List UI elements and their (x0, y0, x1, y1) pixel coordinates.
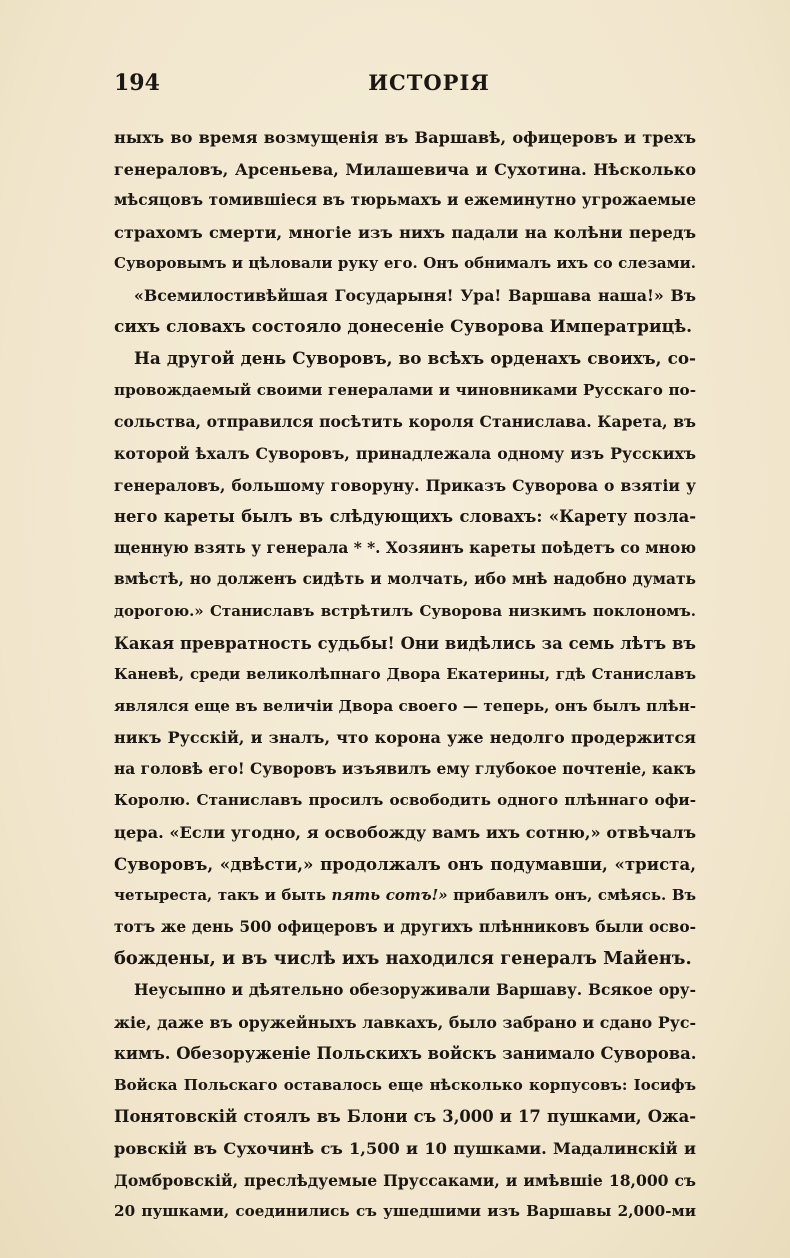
text-line: Королю. Станиславъ просилъ освободить одного плѣннаго офи- (114, 791, 696, 810)
text-line: цера. «Если угодно, я освобожду вамъ ихъ сотню,» отвѣчалъ (114, 823, 696, 843)
text-line: на головѣ его! Суворовъ изъявилъ ему глубокое почтеніе, какъ (114, 759, 696, 778)
page-header (114, 70, 694, 104)
italic-phrase: пять сотъ!» (331, 886, 448, 905)
text-line: На другой день Суворовъ, во всѣхъ орденахъ своихъ, со- (134, 348, 696, 369)
text-line: Каневѣ, среди великолѣпнаго Двора Екатерины, гдѣ Станиславъ (114, 665, 696, 684)
text-line: Неусыпно и дѣятельно обезоруживали Варшаву. Всякое ору- (134, 981, 696, 1000)
text-line: страхомъ смерти, многіе изъ нихъ падали на колѣни передъ (114, 222, 696, 242)
text-line: Войска Польскаго оставалось еще нѣсколько корпусовъ: Іосифъ (114, 1075, 696, 1094)
text-line: дорогою.» Станиславъ встрѣтилъ Суворова низкимъ поклономъ. (114, 601, 696, 620)
text-line: кимъ. Обезоруженіе Польскихъ войскъ занимало Суворова. (114, 1044, 696, 1064)
text-line: генераловъ, Арсеньева, Милашевича и Сухотина. Нѣсколько (114, 159, 696, 179)
text-line: вмѣстѣ, но долженъ сидѣть и молчать, ибо мнѣ надобно думать (114, 570, 696, 589)
running-title: ИСТОРІЯ (368, 70, 490, 95)
text-line: жіе, даже въ оружейныхъ лавкахъ, было забрано и сдано Рус- (114, 1012, 696, 1032)
text-line: сихъ словахъ состояло донесеніе Суворова Императрицѣ. (114, 316, 693, 337)
text-line: тотъ же день 500 офицеровъ и другихъ плѣнниковъ были осво- (114, 917, 696, 936)
text-line: Какая превратность судьбы! Они видѣлись за семь лѣтъ въ (114, 633, 696, 653)
text-line: Понятовскій стоялъ въ Блони съ 3,000 и 17 пушками, Ожа- (114, 1107, 696, 1127)
text-line: ровскій въ Сухочинѣ съ 1,500 и 10 пушками. Мадалинскій и (114, 1139, 696, 1158)
text-line: провождаемый своими генералами и чиновниками Русскаго по- (114, 380, 696, 399)
body-text (114, 122, 696, 1228)
text-line: щенную взять у генерала * *. Хозяинъ кареты поѣдетъ со мною (114, 538, 696, 557)
text-line: никъ Русскій, и зналъ, что корона уже недолго продержится (114, 728, 696, 748)
text-line: четыреста, такъ и быть пять сотъ!» прибавилъ онъ, смѣясь. Въ (114, 886, 696, 905)
text-line: него кареты былъ въ слѣдующихъ словахъ: «Карету позла- (114, 507, 696, 527)
text-line: «Всемилостивѣйшая Государыня! Ура! Варшава наша!» Въ (134, 285, 696, 305)
text-line: ныхъ во время возмущенія въ Варшавѣ, офицеровъ и трехъ (114, 128, 696, 147)
page-number: 194 (114, 70, 160, 96)
text-line: сольства, отправился посѣтить короля Станислава. Карета, въ (114, 412, 696, 432)
text-line: которой ѣхалъ Суворовъ, принадлежала одному изъ Русскихъ (114, 443, 696, 463)
text-line: бождены, и въ числѣ ихъ находился генералъ Майенъ. (114, 948, 692, 970)
text-line: генераловъ, большому говоруну. Приказъ Суворова о взятіи у (114, 475, 696, 495)
text-line: мѣсяцовъ томившіеся въ тюрьмахъ и ежеминутно угрожаемые (114, 191, 696, 210)
text-line: являлся еще въ величіи Двора своего — теперь, онъ былъ плѣн- (114, 696, 696, 715)
text-line: Суворовъ, «двѣсти,» продолжалъ онъ подумавши, «триста, (114, 853, 696, 874)
text-line: Суворовымъ и цѣловали руку его. Онъ обнималъ ихъ со слезами. (114, 254, 696, 273)
text-line: 20 пушками, соединились съ ушедшими изъ Варшавы 2,000-ми (114, 1202, 696, 1221)
text-line: Домбровскій, преслѣдуемые Пруссаками, и имѣвшіе 18,000 съ (114, 1170, 696, 1190)
